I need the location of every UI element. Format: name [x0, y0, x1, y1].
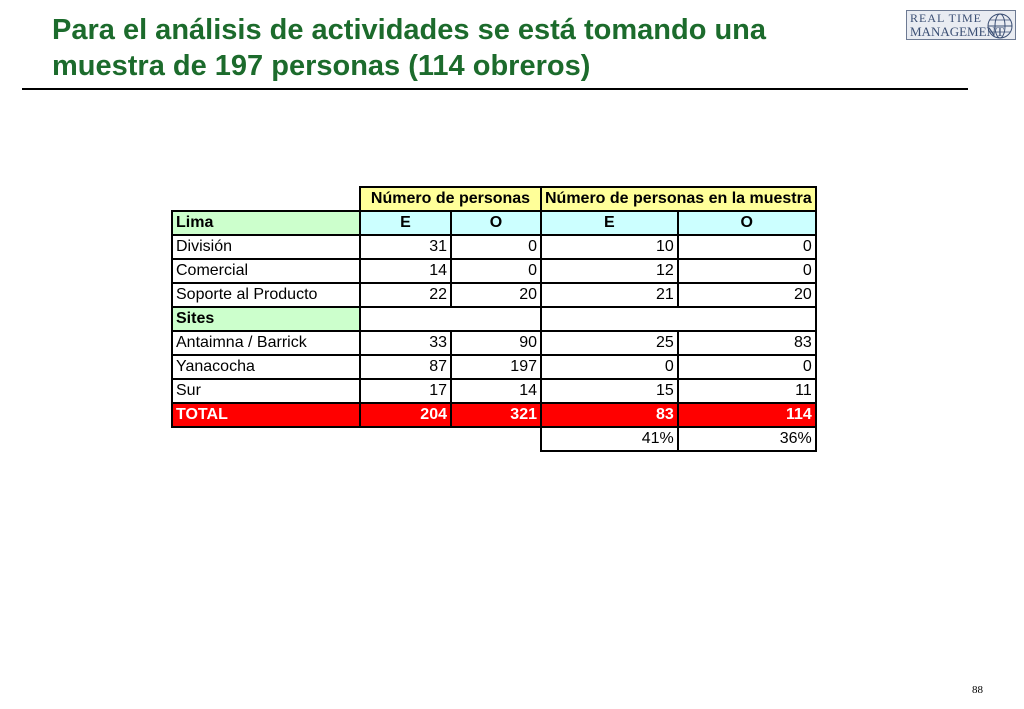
globe-icon: [986, 12, 1014, 40]
cell-e1: 22: [360, 283, 451, 307]
slide-title: Para el análisis de actividades se está tomando una muestra de 197 personas (114 obreros): [52, 14, 767, 82]
cell-o1: 0: [451, 259, 541, 283]
col-e-2: E: [541, 211, 678, 235]
header-empty-cell: [172, 187, 360, 211]
cell-e1: 17: [360, 379, 451, 403]
cell-e1: 87: [360, 355, 451, 379]
logo-line-1: REAL TIME: [910, 11, 982, 25]
header-row: [172, 187, 816, 211]
table-row: [172, 259, 816, 283]
row-label: Soporte al Producto: [172, 283, 360, 307]
cell-o2: 20: [678, 283, 816, 307]
lima-label: Lima: [172, 211, 360, 235]
percent-e2: 41%: [541, 427, 678, 451]
cell-e2: 15: [541, 379, 678, 403]
total-label: TOTAL: [172, 403, 360, 427]
col-e-1: E: [360, 211, 451, 235]
cell-e1: 33: [360, 331, 451, 355]
header-numero-personas: Número de personas: [360, 187, 541, 211]
cell-e2: 12: [541, 259, 678, 283]
cell-o1: 90: [451, 331, 541, 355]
row-label: Sur: [172, 379, 360, 403]
col-o-2: O: [678, 211, 816, 235]
cell-e2: 10: [541, 235, 678, 259]
cell-o2: 11: [678, 379, 816, 403]
cell-o1: 14: [451, 379, 541, 403]
percent-empty-e1: [360, 427, 451, 451]
sites-blank-2: [541, 307, 816, 331]
logo-line-2: MANAGEMENT: [910, 24, 1004, 39]
cell-e2: 0: [541, 355, 678, 379]
percent-empty-label: [172, 427, 360, 451]
cell-o2: 0: [678, 259, 816, 283]
table-row: [172, 331, 816, 355]
sites-row: [172, 307, 816, 331]
table-row: [172, 235, 816, 259]
page-number: 88: [972, 684, 983, 696]
lima-row: [172, 211, 816, 235]
total-o2: 114: [678, 403, 816, 427]
cell-o1: 197: [451, 355, 541, 379]
cell-o2: 83: [678, 331, 816, 355]
percent-empty-o1: [451, 427, 541, 451]
cell-e2: 25: [541, 331, 678, 355]
sites-blank-1: [360, 307, 541, 331]
percent-row: [172, 427, 816, 451]
table-row: [172, 379, 816, 403]
cell-o2: 0: [678, 355, 816, 379]
sample-table: [171, 186, 817, 452]
row-label: División: [172, 235, 360, 259]
total-row: [172, 403, 816, 427]
table-row: [172, 283, 816, 307]
row-label: Yanacocha: [172, 355, 360, 379]
title-divider: [22, 88, 968, 90]
header-numero-muestra: Número de personas en la muestra: [541, 187, 816, 211]
total-e2: 83: [541, 403, 678, 427]
cell-e1: 14: [360, 259, 451, 283]
company-logo: [906, 10, 1016, 40]
row-label: Comercial: [172, 259, 360, 283]
cell-e1: 31: [360, 235, 451, 259]
sites-label: Sites: [172, 307, 360, 331]
percent-o2: 36%: [678, 427, 816, 451]
total-e1: 204: [360, 403, 451, 427]
row-label: Antaimna / Barrick: [172, 331, 360, 355]
cell-o1: 0: [451, 235, 541, 259]
cell-o2: 0: [678, 235, 816, 259]
cell-o1: 20: [451, 283, 541, 307]
col-o-1: O: [451, 211, 541, 235]
total-o1: 321: [451, 403, 541, 427]
table-row: [172, 355, 816, 379]
cell-e2: 21: [541, 283, 678, 307]
